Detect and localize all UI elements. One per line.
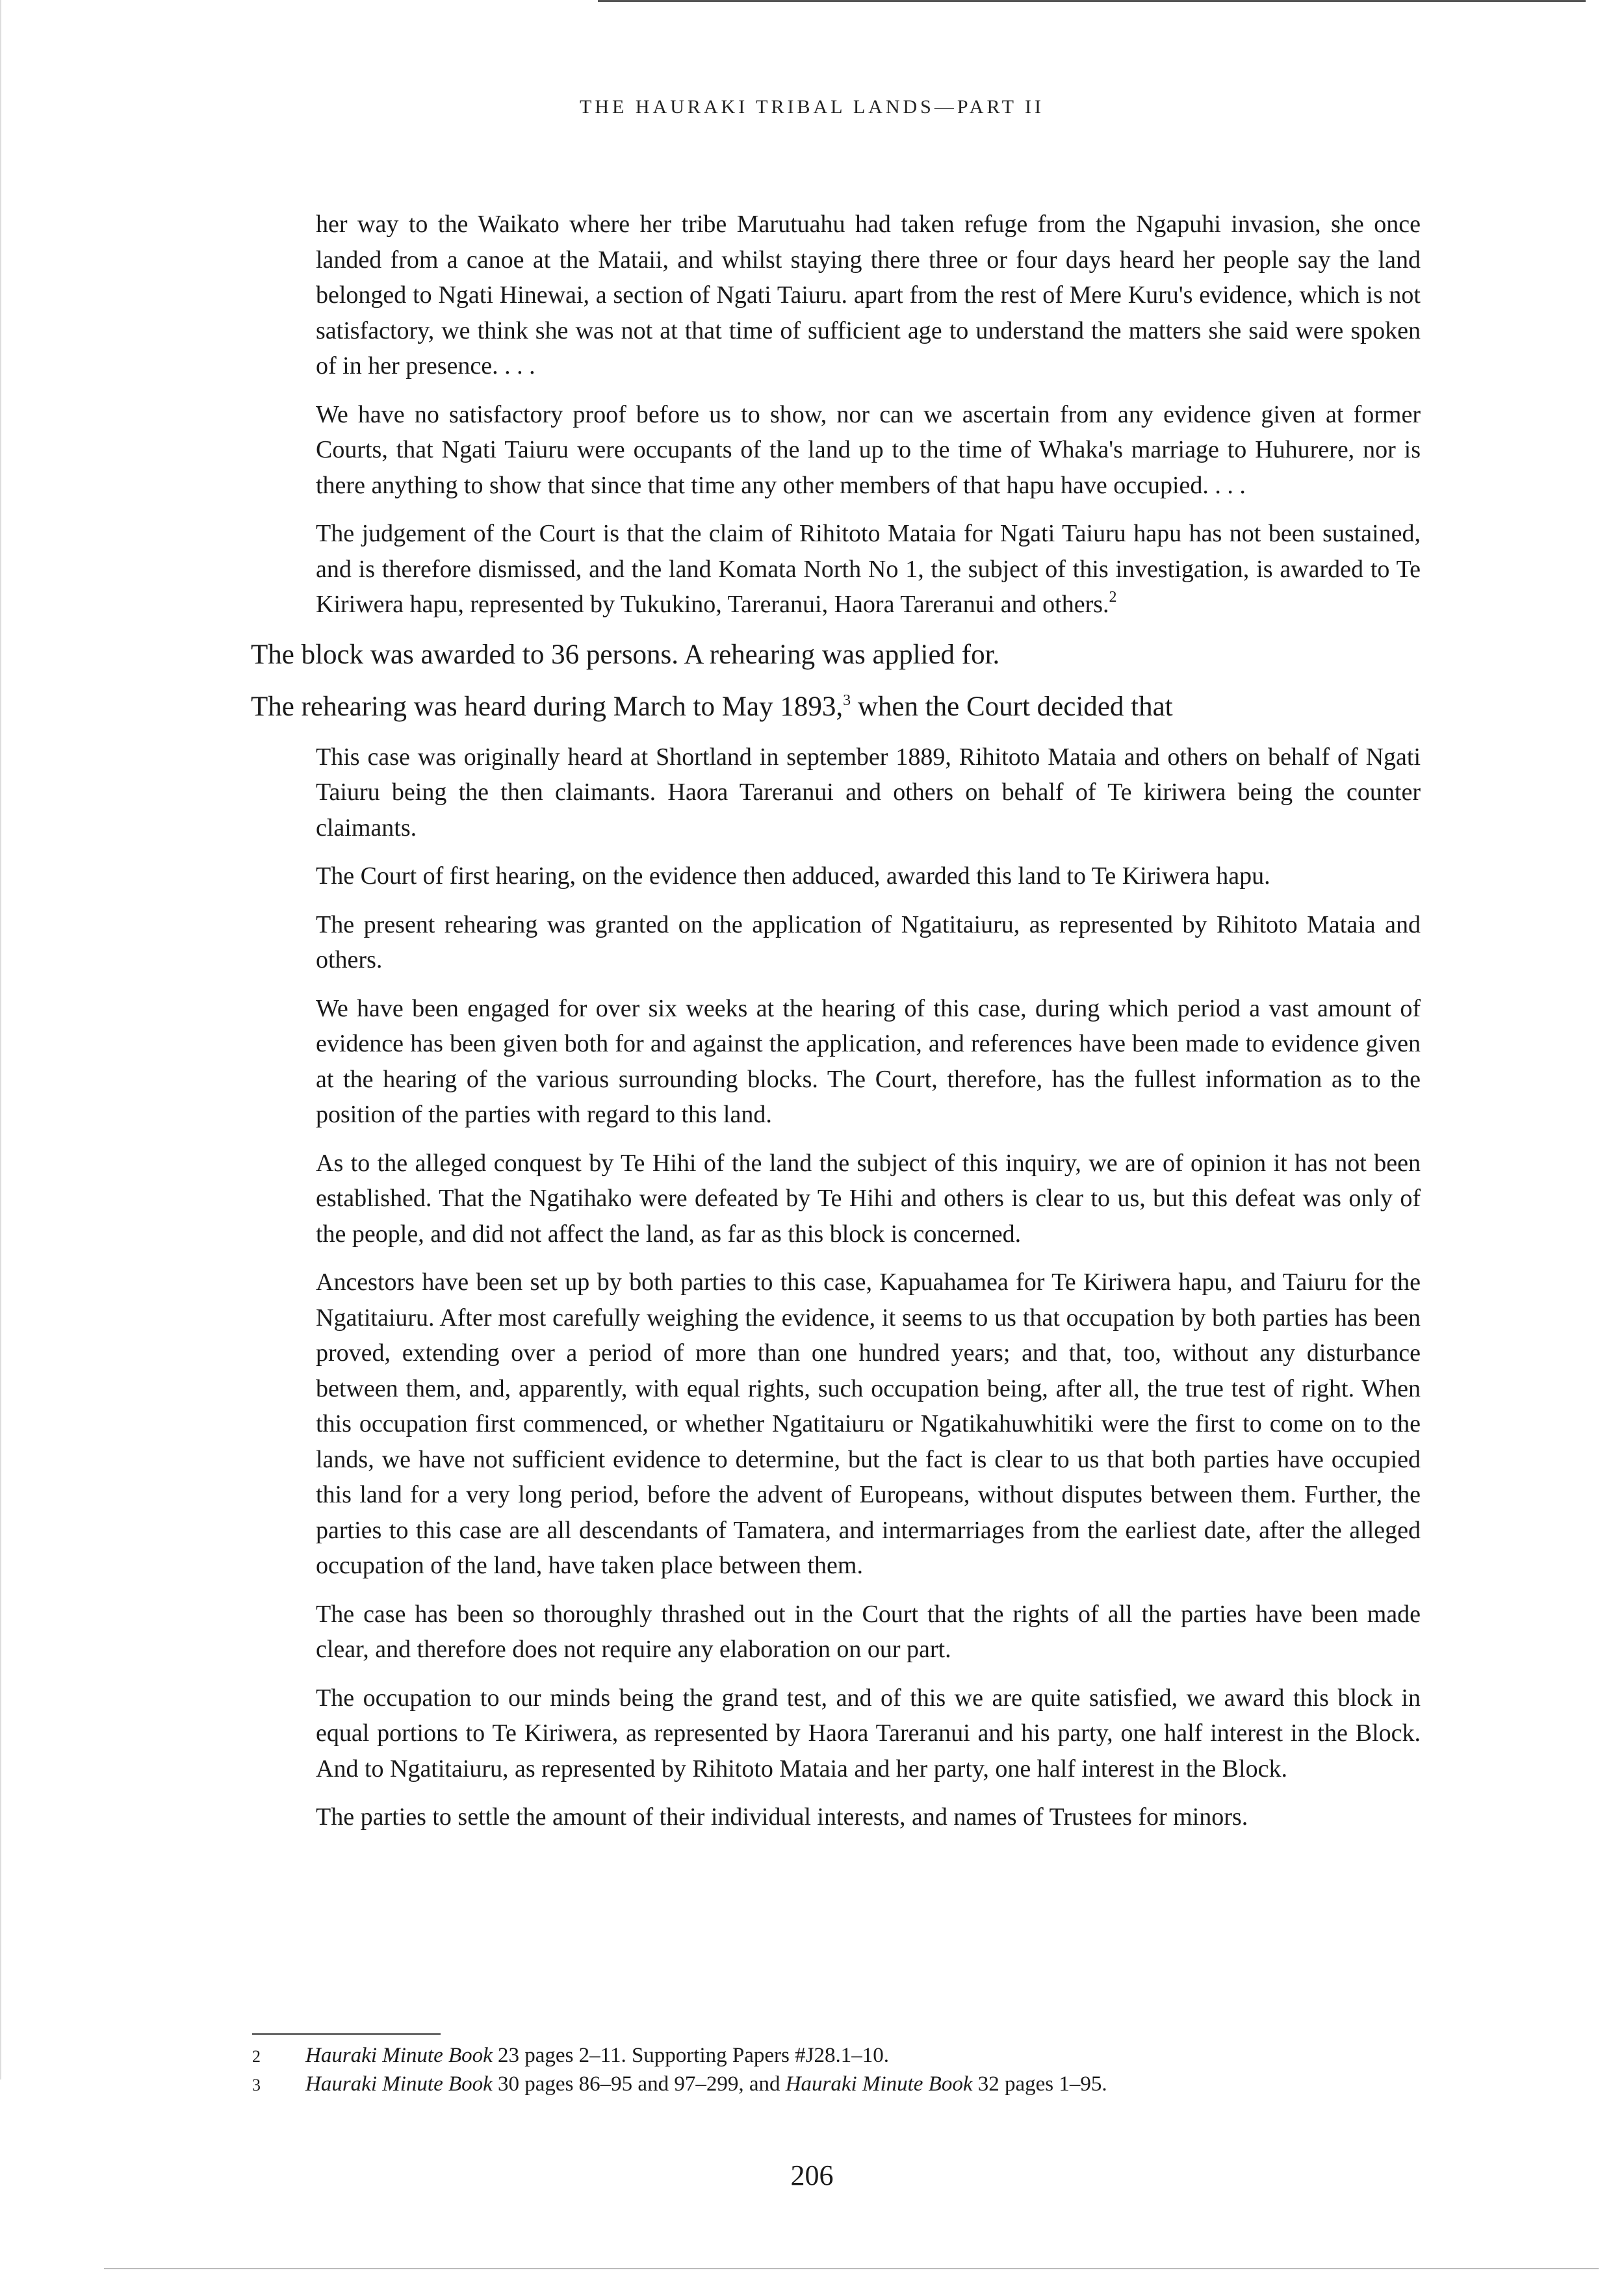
left-scan-edge <box>0 0 1 2079</box>
footnote-number: 2 <box>252 2047 261 2066</box>
quote2-para-4: We have been engaged for over six weeks at the hearing of this case, during which period a vast amount of evidence has been given both for and against the application, and references have been made to evidence given at the hearing of the various surrounding blocks. The Court, therefore, has the fullest information as to the position of the parties with regard to this land. <box>316 994 1421 1128</box>
quote1-para-1: her way to the Waikato where her tribe Marutuahu had taken refuge from the Ngapuhi invasion, she once landed from a canoe at the Mataii, and whilst staying there three or four days heard her people say the land belonged to Ngati Hinewai, a section of Ngati Taiuru. apart from the rest of Mere Kuru's evidence, which is not satisfactory, we think she was not at that time of sufficient age to understand the matters she said were spoken of in her presence. . . . <box>316 211 1421 380</box>
block-quote-1 <box>316 207 1421 623</box>
footnote-source-title: Hauraki Minute Book <box>305 2044 493 2067</box>
running-head: THE HAURAKI TRIBAL LANDS—PART II <box>580 96 1044 118</box>
footnote-3 <box>252 2070 1422 2099</box>
footnote-detail-2: 32 pages 1–95. <box>972 2072 1107 2096</box>
footnote-ref-3[interactable]: 3 <box>843 691 851 709</box>
bottom-border-line <box>104 2268 1599 2269</box>
footnote-rule <box>252 2033 441 2035</box>
quote2-para-1: This case was originally heard at Shortland in september 1889, Rihitoto Mataia and others on behalf of Ngati Taiuru being the then claimants. Haora Tareranui and others on behalf of Te kiriwera being the counter claimants. <box>316 743 1421 842</box>
footnote-ref-2[interactable]: 2 <box>1109 589 1117 606</box>
quote2-para-2: The Court of first hearing, on the evidence then adduced, awarded this land to Te Kiriwera hapu. <box>316 862 1270 890</box>
quote2-para-6: Ancestors have been set up by both parties to this case, Kapuahamea for Te Kiriwera hapu, and Taiuru for the Ngatitaiuru. After most carefully weighing the evidence, it seems to us that occupation by both parties has been proved, extending over a period of more than one hundred years; and that, too, without any disturbance between them, and, apparently, with equal rights, such occupation being, after all, the true test of right. When this occupation first commenced, or whether Ngatitaiuru or Ngatikahuwhitiki were the first to come on to the lands, we have not sufficient evidence to determine, but the fact is clear to us that both parties have occupied this land for a very long period, before the advent of Europeans, without disputes between them. Further, the parties to this case are all descendants of Tamatera, and intermarriages from the earliest date, after the alleged occupation of the land, have taken place between them. <box>316 1268 1421 1579</box>
footnote-detail: 30 pages 86–95 and 97–299, and <box>492 2072 786 2096</box>
quote2-para-5: As to the alleged conquest by Te Hihi of the land the subject of this inquiry, we are of opinion it has not been established. That the Ngatihako were defeated by Te Hihi and others is clear to us, but this defeat was only of the people, and did not affect the land, as far as this block is concerned. <box>316 1149 1421 1248</box>
body-para-award: The block was awarded to 36 persons. A rehearing was applied for. <box>251 639 1000 670</box>
quote1-para-3 <box>316 516 1421 623</box>
body-para-rehearing-b: when the Court decided that <box>851 691 1173 722</box>
footnote-2 <box>252 2042 1422 2070</box>
footnote-text <box>305 2042 889 2070</box>
quote2-para-3: The present rehearing was granted on the application of Ngatitaiuru, as represented by Rihitoto Mataia and others. <box>316 910 1421 973</box>
quote1-para-2: We have no satisfactory proof before us to show, nor can we ascertain from any evidence given at former Courts, that Ngati Taiuru were occupants of the land up to the time of Whaka's marriage to Huhurere, nor is there anything to show that since that time any other members of that hapu have occupied. . . . <box>316 400 1421 499</box>
block-quote-2 <box>316 740 1421 1835</box>
quote2-para-7: The case has been so thoroughly thrashed out in the Court that the rights of all the parties have been made clear, and therefore does not require any elaboration on our part. <box>316 1600 1421 1663</box>
footnote-source-title-2: Hauraki Minute Book <box>785 2072 973 2096</box>
footnote-detail: 23 pages 2–11. Supporting Papers #J28.1–10. <box>492 2044 889 2067</box>
top-border-line <box>598 0 1586 2</box>
body-para-rehearing <box>251 688 1427 727</box>
quote2-para-9: The parties to settle the amount of their individual interests, and names of Trustees for minors. <box>316 1803 1248 1831</box>
footnotes <box>252 2042 1422 2099</box>
quote2-para-8: The occupation to our minds being the grand test, and of this we are quite satisfied, we award this block in equal portions to Te Kiriwera, as represented by Haora Tareranui and his party, one half interest in the Block. And to Ngatitaiuru, as represented by Rihitoto Mataia and her party, one half interest in the Block. <box>316 1684 1421 1783</box>
footnote-text <box>305 2070 1107 2099</box>
body-para-rehearing-a: The rehearing was heard during March to May 1893, <box>251 691 844 722</box>
footnote-source-title: Hauraki Minute Book <box>305 2072 493 2096</box>
quote1-para-3-text: The judgement of the Court is that the claim of Rihitoto Mataia for Ngati Taiuru hapu has not been sustained, and is therefore dismissed, and the land Komata North No 1, the subject of this investigation, is awarded to Te Kiriwera hapu, represented by Tukukino, Tareranui, Haora Tareranui and others. <box>316 520 1421 618</box>
page-number: 206 <box>790 2159 834 2191</box>
main-content <box>251 207 1427 1848</box>
footnote-number: 3 <box>252 2076 261 2094</box>
